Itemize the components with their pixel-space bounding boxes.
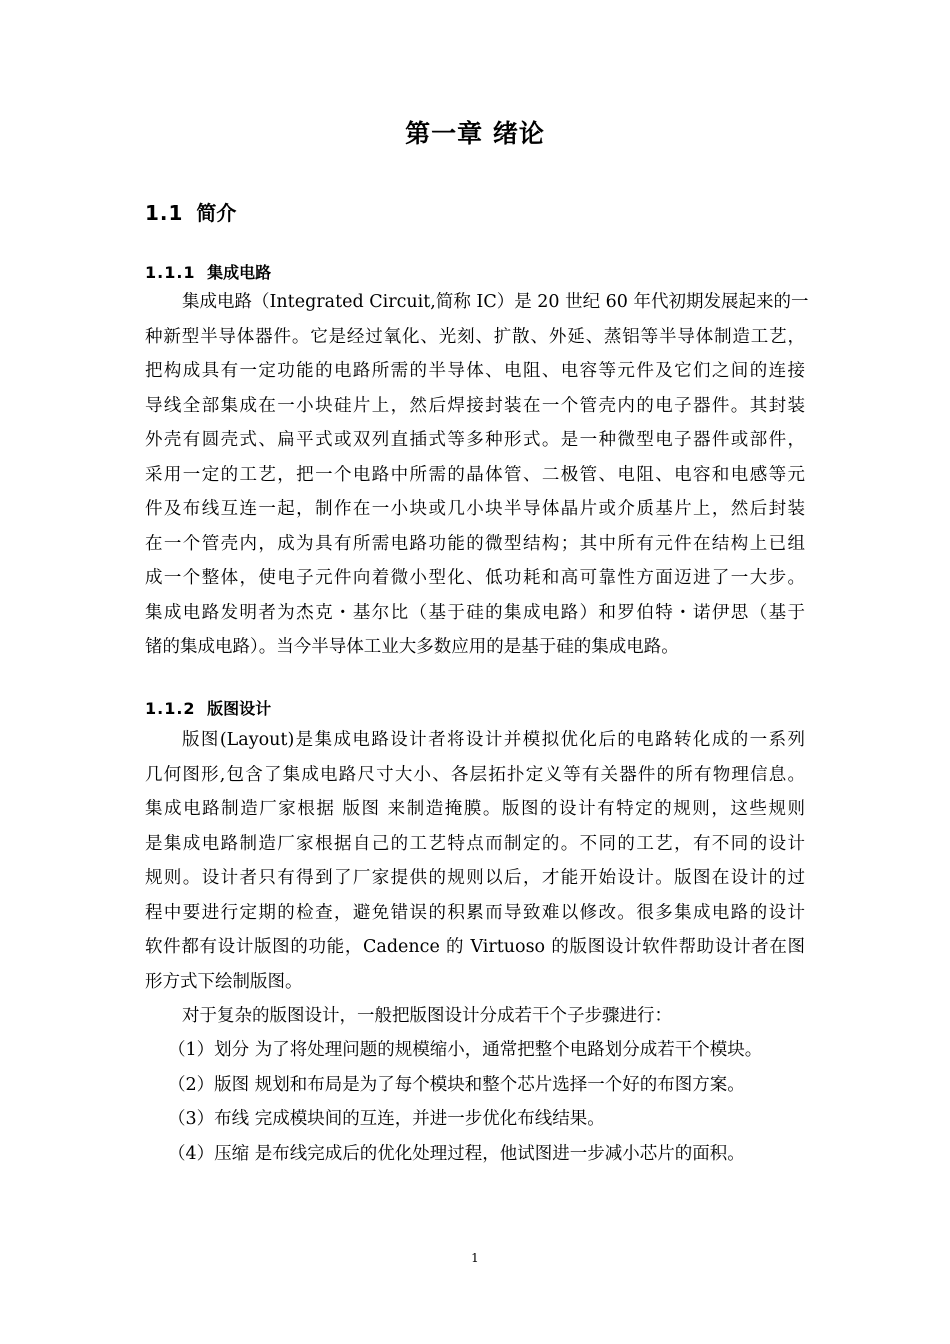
- paragraph-line: 程中要进行定期的检查，避免错误的积累而导致难以修改。很多集成电路的设计: [145, 902, 805, 923]
- subsection-heading-layout-design: [145, 697, 271, 721]
- paragraph-line: 软件都有设计版图的功能，Cadence 的 Virtuoso 的版图设计软件帮助设计者在图: [145, 937, 805, 957]
- paragraph-line: 外壳有圆壳式、扁平式或双列直插式等多种形式。是一种微型电子器件或部件，: [145, 430, 805, 450]
- paragraph-line: 版图(Layout)是集成电路设计者将设计并模拟优化后的电路转化成的一系列: [182, 730, 805, 750]
- subsection-title: 集成电路: [207, 263, 272, 282]
- paragraph-line: 件及布线互连一起，制作在一小块或几小块半导体晶片或介质基片上，然后封装: [145, 499, 805, 519]
- steps-list: [145, 1033, 805, 1171]
- subsection-title: 版图设计: [207, 699, 272, 718]
- paragraph-line: 集成电路发明者为杰克・基尔比（基于硅的集成电路）和罗伯特・诺伊思（基于: [145, 602, 805, 623]
- subsection-heading-integrated-circuit: [145, 261, 271, 285]
- paragraph-line: 集成电路（Integrated Circuit,简称 IC）是 20 世纪 60 年代初期发展起来的一: [182, 292, 809, 312]
- paragraph-line: 导线全部集成在一小块硅片上，然后焊接封装在一个管壳内的电子器件。其封装: [145, 395, 805, 416]
- paragraph-line: 几何图形,包含了集成电路尺寸大小、各层拓扑定义等有关器件的所有物理信息。: [145, 764, 805, 785]
- paragraph-line: 把构成具有一定功能的电路所需的半导体、电阻、电容等元件及它们之间的连接: [145, 361, 805, 381]
- paragraph-line: 集成电路制造厂家根据 版图 来制造掩膜。版图的设计有特定的规则，这些规则: [145, 799, 805, 819]
- section-number: 1.1: [145, 201, 184, 225]
- paragraph-line: 是集成电路制造厂家根据自己的工艺特点而制定的。不同的工艺，有不同的设计: [145, 833, 805, 854]
- paragraph-line: 锗的集成电路）。当今半导体工业大多数应用的是基于硅的集成电路。: [145, 637, 679, 657]
- paragraph-line: 在一个管壳内，成为具有所需电路功能的微型结构；其中所有元件在结构上已组: [145, 533, 805, 554]
- paragraph-line: 成一个整体，使电子元件向着微小型化、低功耗和高可靠性方面迈进了一大步。: [145, 568, 805, 588]
- section-heading: [145, 198, 236, 228]
- paragraph-line: 种新型半导体器件。它是经过氧化、光刻、扩散、外延、蒸铝等半导体制造工艺，: [145, 326, 805, 347]
- list-item: （4）压缩 是布线完成后的优化处理过程，他试图进一步减小芯片的面积。: [168, 1143, 745, 1164]
- list-item: （2）版图 规划和布局是为了每个模块和整个芯片选择一个好的布图方案。: [168, 1074, 745, 1095]
- chapter-title: 第一章 绪论: [405, 119, 545, 148]
- list-item: （3）布线 完成模块间的互连，并进一步优化布线结果。: [168, 1109, 605, 1129]
- paragraph-integrated-circuit: [145, 285, 809, 665]
- paragraph-line: 采用一定的工艺，把一个电路中所需的晶体管、二极管、电阻、电容和电感等元: [145, 464, 805, 485]
- paragraph-line: 形方式下绘制版图。: [145, 971, 303, 992]
- paragraph-line: 规则。设计者只有得到了厂家提供的规则以后，才能开始设计。版图在设计的过: [145, 868, 805, 888]
- paragraph-layout-design: [145, 723, 805, 1034]
- steps-intro: 对于复杂的版图设计，一般把版图设计分成若干个子步骤进行：: [182, 1006, 672, 1026]
- section-title: 简介: [196, 201, 237, 225]
- subsection-number: 1.1.2: [145, 699, 196, 718]
- subsection-number: 1.1.1: [145, 263, 196, 282]
- list-item: （1）划分 为了将处理问题的规模缩小，通常把整个电路划分成若干个模块。: [168, 1040, 763, 1060]
- page-number: 1: [471, 1251, 479, 1265]
